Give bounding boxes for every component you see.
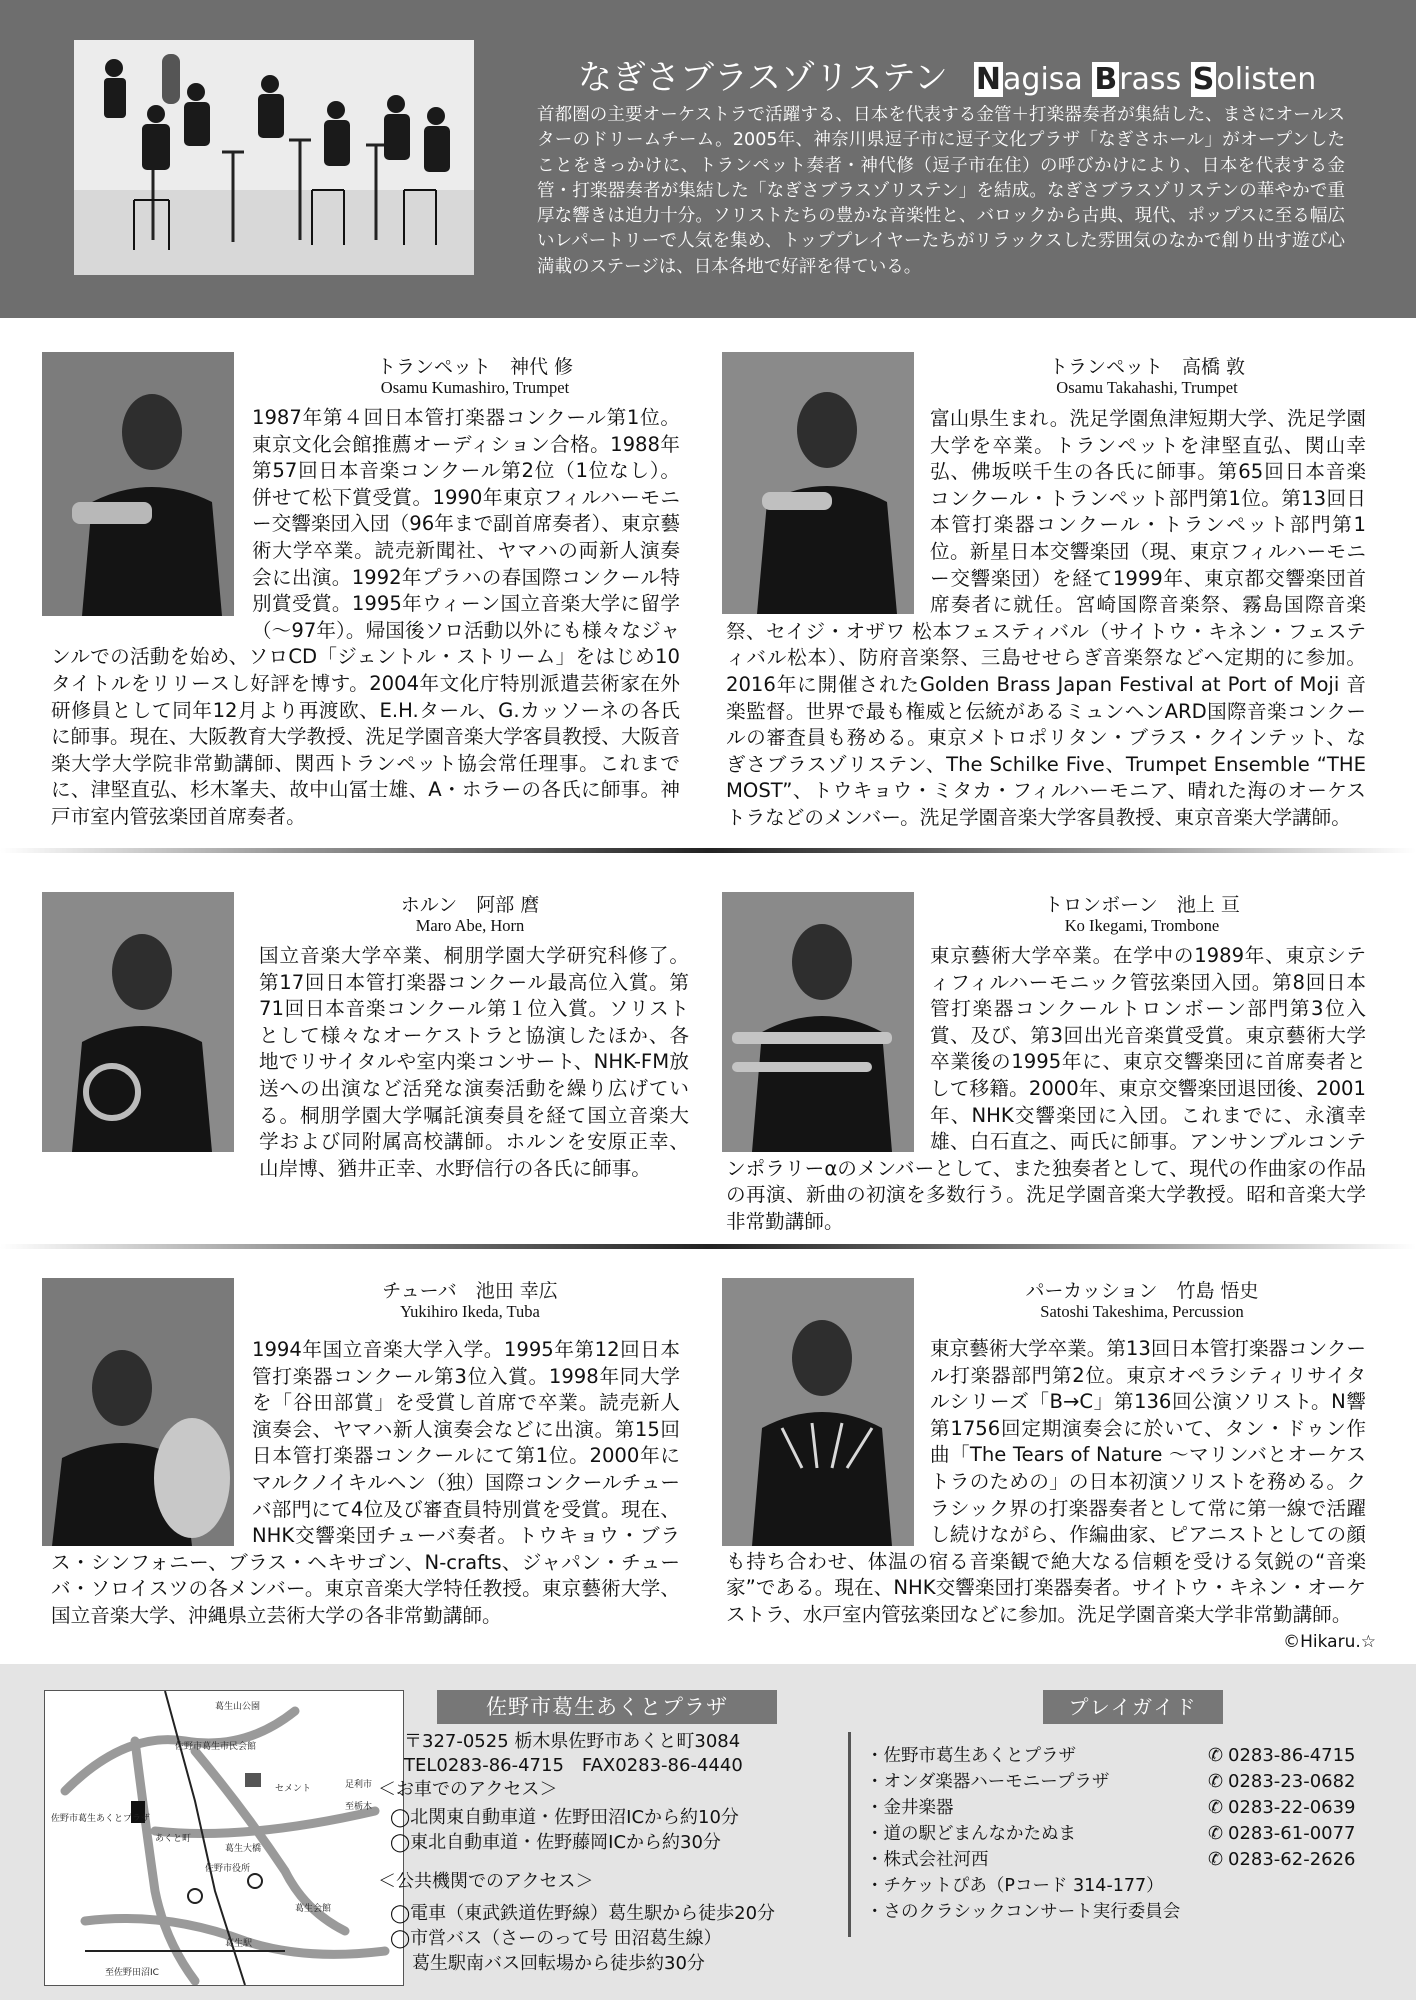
group-title-en: Nagisa Brass Solisten [975, 62, 1317, 97]
map-label: 足利市 [345, 1780, 373, 1790]
member-title-takeshima: パーカッション 竹島 悟史 [1025, 1280, 1259, 1302]
member-title-ikeda: チューバ 池田 幸広 [382, 1280, 558, 1302]
phone-icon: ✆ [1208, 1745, 1224, 1766]
play-guide-bar [848, 1732, 851, 1937]
guide-phone: ✆ 0283-61-0077 [1208, 1823, 1356, 1844]
section-divider [0, 1244, 1416, 1249]
member-bio-takahashi: 富山県生まれ。洗足学園魚津短期大学、洗足学園大学を卒業。トランペットを津堅直弘、関山幸弘、佛坂咲千生の各氏に師事。第65回日本音楽コンクール・トランペット部門第1位。第13回日本管打楽器コンクール・トランペット部門第1位。新星日本交響楽団（現、東京フィルハーモニー交響楽団）を経て1999年、東京都交響楽団首席奏者に就任。宮崎国際音楽祭、霧島国際音楽祭、セイジ・オザワ 松本フェスティバル（サイトウ・キネン・フェスティバル松本）、防府音楽祭、三島せせらぎ音楽祭などへ定期的に参加。2016年に開催されたGolden Brass Japan Festival at Port of Moji 音楽監督。世界で最も権威と伝統があるミュンヘンARD国際音楽コンクールの審査員も務める。東京メトロポリタン・ブラス・クインテット、なぎさブラスゾリステン、The Schilke Five、Trumpet Ensemble “THE MOST”、トウキョウ・ミタカ・フィルハーモニア、晴れた海のオーケストラなどのメンバー。洗足学園音楽大学客員教授、東京音楽大学講師。 [726, 407, 1366, 829]
phone-icon: ✆ [1208, 1771, 1224, 1792]
bio-spacer [726, 1336, 930, 1548]
car-access-heading: ＜お車でのアクセス＞ [378, 1779, 558, 1800]
member-bio-takeshima: 東京藝術大学卒業。第13回日本管打楽器コンクール打楽器部門第2位。東京オペラシティリサイタルシリーズ「B→C」第136回公演ソリスト。N響第1756回定期演奏会に於いて、タン・ドゥン作曲「The Tears of Nature ～マリンバとオーケストラのための」の日本初演ソリストを務める。クラシック界の打楽器奏者として常に第一線で活躍し続けながら、作編曲家、ピアニストとしての顔も持ち合わせ、体温の宿る音楽観で絶大なる信頼を受ける気鋭の“音楽家”である。現在、NHK交響楽団打楽器奏者。サイトウ・キネン・オーケストラ、水戸室内管弦楽団などに参加。洗足学園音楽大学非常勤講師。 [726, 1337, 1367, 1626]
guide-phone: ✆ 0283-86-4715 [1208, 1745, 1356, 1766]
guide-phone: ✆ 0283-62-2626 [1208, 1849, 1356, 1870]
section-divider [0, 848, 1416, 853]
phone-icon: ✆ [1208, 1823, 1224, 1844]
bio-spacer [51, 405, 252, 619]
member-bio-ikegami: 東京藝術大学卒業。在学中の1989年、東京シティフィルハーモニック管弦楽団入団。第8回日本管打楽器コンクールトロンボーン部門第3位入賞、及び、第3回出光音楽賞受賞。東京藝術大学卒業後の1995年に、東京交響楽団に首席奏者として移籍。2000年、東京交響楽団退団後、2001年、NHK交響楽団に入団。これまでに、永濱幸雄、白石直之、両氏に師事。アンサンブルコンテンポラリーαのメンバーとして、また独奏者として、現代の作曲家の作品の再演、新曲の初演を多数行う。洗足学園音楽大学教授。昭和音楽大学非常勤講師。 [726, 944, 1366, 1233]
member-title-abe: ホルン 阿部 麿 [400, 894, 540, 916]
transit-access-3: 葛生駅南バス回転場から徒歩約30分 [412, 1953, 705, 1974]
venue-phone-fax: TEL0283-86-4715 FAX0283-86-4440 [404, 1755, 743, 1776]
member-subtitle-kumashiro: Osamu Kumashiro, Trumpet [380, 378, 570, 397]
map-label: 佐野市役所 [205, 1864, 251, 1874]
car-access-2: ◯東北自動車道・佐野藤岡ICから約30分 [390, 1832, 721, 1853]
member-subtitle-abe: Maro Abe, Horn [415, 916, 525, 935]
member-bio-ikeda: 1994年国立音楽大学入学。1995年第12回日本管打楽器コンクール第3位入賞。1998年同大学を「谷田部賞」を受賞し首席で卒業。読売新人演奏会、ヤマハ新人演奏会などに出演。第15回日本管打楽器コンクールにて第1位。2000年にマルクノイキルヘン（独）国際コンクールチューバ部門にて4位及び審査員特別賞を受賞。現在、NHK交響楽団チューバ奏者。トウキョウ・ブラス・シンフォニー、ブラス・ヘキサゴン、N-crafts、ジャパン・チューバ・ソロイスツの各メンバー。東京音楽大学特任教授。東京藝術大学、国立音楽大学、沖縄県立芸術大学の各非常勤講師。 [51, 1338, 680, 1627]
map-label: 葛生山公園 [215, 1702, 261, 1712]
guide-phone: ✆ 0283-23-0682 [1208, 1771, 1356, 1792]
transit-access-2: ◯市営バス（さーのって号 田沼葛生線） [390, 1928, 722, 1949]
group-photo [74, 40, 474, 275]
member-bio-abe: 国立音楽大学卒業、桐朋学園大学研究科修了。第17回日本管打楽器コンクール最高位入賞。第71回日本音楽コンクール第１位入賞。ソリストとして様々なオーケストラと協演したほか、各地でリサイタルや室内楽コンサート、NHK-FM放送への出演など活発な演奏活動を繰り広げている。桐朋学園大学嘱託演奏員を経て国立音楽大学および同附属高校講師。ホルンを安原正幸、山岸博、猶井正幸、水野信行の各氏に師事。 [259, 944, 689, 1180]
member-subtitle-ikeda: Yukihiro Ikeda, Tuba [400, 1302, 540, 1321]
map-label: セメント [275, 1784, 312, 1794]
map-label: 至佐野田沼IC [105, 1968, 159, 1978]
map-label: 葛生大橋 [225, 1844, 262, 1854]
guide-item: ・道の駅どまんなかたぬま [866, 1824, 1076, 1844]
member-bio-kumashiro: 1987年第４回日本管打楽器コンクール第1位。東京文化会館推薦オーディション合格。1988年第57回日本音楽コンクール第2位（1位なし）。併せて松下賞受賞。1990年東京フィルハーモニー交響楽団入団（96年まで副首席奏者）、東京藝術大学卒業。読売新聞社、ヤマハの両新人演奏会に出演。1992年プラハの春国際コンクール特別賞受賞。1995年ウィーン国立音楽大学に留学（～97年）。帰国後ソロ活動以外にも様々なジャンルでの活動を始め、ソロCD「ジェントル・ストリーム」をはじめ10タイトルをリリースし好評を博す。2004年文化庁特別派遣芸術家在外研修員として同年12月より再渡欧、E.H.タール、G.カッソーネの各氏に師事。現在、大阪教育大学教授、洗足学園音楽大学客員教授、大阪音楽大学大学院非常勤講師、関西トランペット協会常任理事。これまでに、津堅直弘、杉木峯夫、故中山冨士雄、A・ホラーの各氏に師事。神戸市室内管弦楽団首席奏者。 [51, 406, 680, 828]
member-subtitle-ikegami: Ko Ikegami, Trombone [1064, 916, 1220, 935]
transit-access-1: ◯電車（東武鉄道佐野線）葛生駅から徒歩20分 [390, 1903, 776, 1924]
group-title [578, 50, 1316, 99]
venue-heading: 佐野市葛生あくとプラザ [437, 1690, 777, 1724]
map-label: 佐野市葛生市民会館 [175, 1742, 257, 1752]
phone-icon: ✆ [1208, 1849, 1224, 1870]
member-subtitle-takeshima: Satoshi Takeshima, Percussion [1040, 1302, 1244, 1321]
map-label: 佐野市葛生あくとプラザ [51, 1814, 151, 1824]
group-title-jp: なぎさブラスゾリステン [578, 58, 948, 98]
transit-access-heading: ＜公共機関でのアクセス＞ [378, 1871, 594, 1892]
guide-item: ・株式会社河西 [866, 1850, 989, 1870]
map-label: 至栃木 [345, 1802, 373, 1812]
member-title-ikegami: トロンボーン 池上 亘 [1044, 894, 1240, 916]
map-label: 葛生会館 [295, 1904, 332, 1914]
phone-icon: ✆ [1208, 1797, 1224, 1818]
guide-item: ・金井楽器 [866, 1798, 954, 1818]
member-portrait-abe [42, 892, 234, 1152]
play-guide-heading: プレイガイド [1043, 1690, 1223, 1724]
member-title-kumashiro: トランペット 神代 修 [376, 356, 574, 378]
bio-spacer [726, 943, 930, 1155]
guide-phone: ✆ 0283-22-0639 [1208, 1797, 1356, 1818]
guide-item: ・佐野市葛生あくとプラザ [866, 1746, 1076, 1766]
venue-address: 〒327-0525 栃木県佐野市あくと町3084 [404, 1731, 741, 1752]
member-subtitle-takahashi: Osamu Takahashi, Trumpet [1056, 378, 1238, 397]
map-label: あくと町 [155, 1834, 192, 1844]
photo-credit: ©Hikaru.☆ [1283, 1632, 1376, 1652]
guide-item: ・チケットぴあ（Pコード 314-177） [866, 1876, 1164, 1896]
car-access-1: ◯北関東自動車道・佐野田沼ICから約10分 [390, 1807, 739, 1828]
bio-spacer [726, 406, 930, 618]
guide-item: ・さのクラシックコンサート実行委員会 [866, 1902, 1181, 1922]
guide-item: ・オンダ楽器ハーモニープラザ [866, 1772, 1110, 1792]
bio-spacer [51, 1337, 252, 1549]
member-title-takahashi: トランペット 高橋 敦 [1048, 356, 1246, 378]
access-map [44, 1690, 404, 1986]
map-label: 葛生駅 [225, 1939, 253, 1949]
group-description: 首都圏の主要オーケストラで活躍する、日本を代表する金管＋打楽器奏者が集結した、まさにオールスターのドリームチーム。2005年、神奈川県逗子市に逗子文化プラザ「なぎさホール」がオープンしたことをきっかけに、トランペット奏者・神代修（逗子市在住）の呼びかけにより、日本を代表する金管・打楽器奏者が集結した「なぎさブラスゾリステン」を結成。なぎさブラスゾリステンの華やかで重厚な響きは迫力十分。ソリストたちの豊かな音楽性と、バロックから古典、現代、ポップスに至る幅広いレパートリーで人気を集め、トッププレイヤーたちがリラックスした雰囲気のなかで創り出す遊び心満載のステージは、日本各地で好評を得ている。 [537, 105, 1345, 277]
